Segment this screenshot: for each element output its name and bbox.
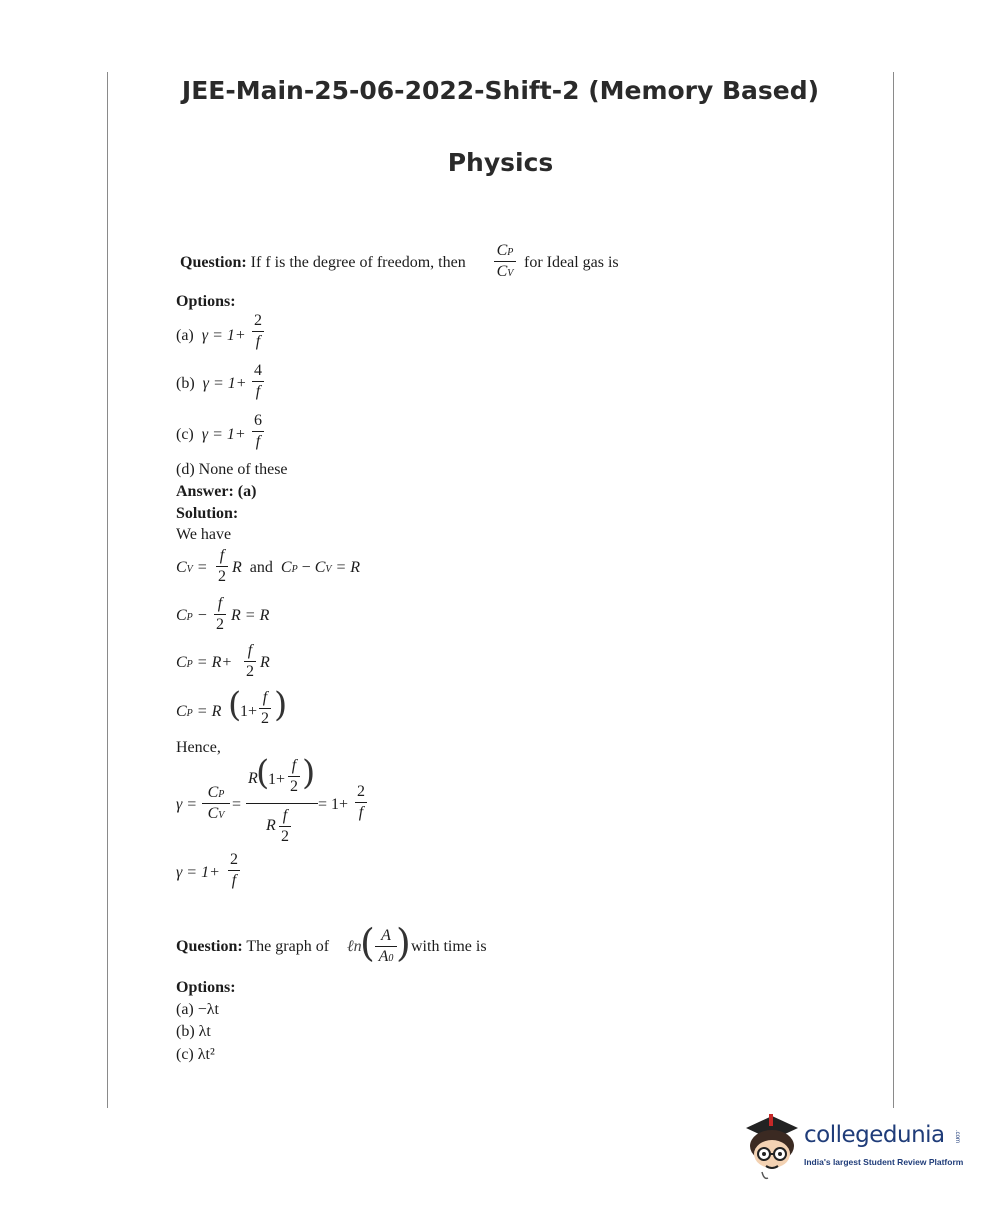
question-2-right-paren: ): [396, 921, 411, 965]
eq5-cp-cv-fraction: CP CV: [202, 785, 230, 822]
eq1-lhs: CV =: [176, 559, 208, 576]
question-2-text: Question: The graph of: [176, 938, 330, 955]
eq6-lhs: γ = 1+: [176, 864, 220, 881]
eq4-right-paren: ): [274, 685, 288, 725]
eq4-left-paren: (: [228, 685, 242, 725]
document-title: JEE-Main-25-06-2022-Shift-2 (Memory Based): [181, 76, 820, 105]
eq4-fraction: f 2: [261, 689, 269, 727]
eq4-lhs: CP = R: [176, 703, 222, 720]
option-a: (a) γ = 1+: [176, 327, 246, 344]
collegedunia-logo[interactable]: [742, 1110, 972, 1182]
left-border-line: [107, 72, 108, 1108]
eq5-num-left-paren: (: [256, 753, 270, 793]
eq3-lhs: CP = R+: [176, 654, 233, 671]
eq2-rhs: R = R: [231, 607, 270, 624]
eq5-num-one-plus: 1+: [268, 771, 286, 788]
eq5-main-fraction-bar: [246, 803, 318, 804]
right-border-line: [893, 72, 894, 1108]
options-label-1: Options:: [176, 293, 236, 310]
solution-label: Solution:: [176, 505, 239, 522]
options-label-2: Options:: [176, 979, 236, 996]
eq6-fraction: 2 f: [230, 851, 238, 889]
subject-heading: Physics: [447, 148, 554, 177]
question-2-fraction: A A0: [375, 928, 397, 965]
eq4-one-plus: 1+: [240, 703, 258, 720]
mascot-icon: [742, 1110, 802, 1182]
eq3-fraction: f 2: [246, 642, 254, 680]
option-b: (b) γ = 1+: [176, 375, 247, 392]
logo-wordmark: collegedunia: [804, 1122, 945, 1148]
q2-option-b: (b) λt: [176, 1023, 211, 1040]
eq5-den-fraction: f 2: [281, 807, 289, 845]
option-d: (d) None of these: [176, 461, 288, 478]
eq1-rhs: R and CP − CV = R: [232, 559, 361, 576]
logo-tagline: India's largest Student Review Platform: [804, 1157, 964, 1167]
eq1-fraction: f 2: [218, 547, 226, 585]
option-a-fraction: 2 f: [254, 312, 262, 350]
eq5-equals: =: [232, 796, 242, 813]
question-1-text: Question: If f is the degree of freedom, then: [180, 254, 466, 271]
eq5-den-r: R: [266, 817, 276, 834]
option-b-fraction: 4 f: [254, 362, 262, 400]
question-2-ln: ℓn: [347, 938, 362, 955]
eq5-num-fraction: f 2: [290, 757, 298, 795]
eq5-tail: = 1+: [318, 796, 349, 813]
eq5-result-fraction: 2 f: [357, 783, 365, 821]
eq3-rhs: R: [260, 654, 270, 671]
option-c-fraction: 6 f: [254, 412, 262, 450]
question-2-left-paren: (: [360, 921, 375, 965]
we-have-text: We have: [176, 526, 232, 543]
question-1-text-end: for Ideal gas is: [524, 254, 619, 271]
q2-option-a: (a) −λt: [176, 1001, 219, 1018]
eq5-gamma: γ =: [176, 796, 198, 813]
question-2-text-end: with time is: [411, 938, 487, 955]
hence-text: Hence,: [176, 739, 221, 756]
logo-com-suffix: .com: [954, 1130, 960, 1144]
eq5-num-r: R: [248, 770, 258, 787]
eq2-lhs: CP −: [176, 607, 208, 624]
answer-label: Answer: (a): [176, 483, 257, 500]
q2-option-c: (c) λt²: [176, 1046, 215, 1063]
eq5-num-right-paren: ): [302, 753, 316, 793]
option-c: (c) γ = 1+: [176, 426, 246, 443]
eq2-fraction: f 2: [216, 595, 224, 633]
cp-over-cv-fraction: CP CV: [494, 243, 516, 280]
